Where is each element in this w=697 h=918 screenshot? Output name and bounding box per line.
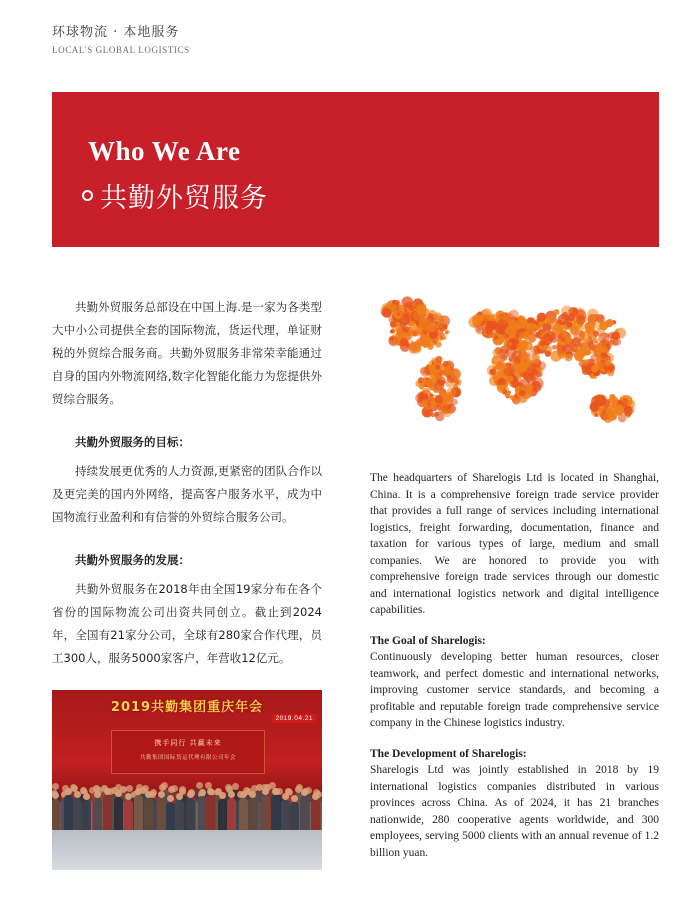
photo-date-label: 2019.04.21	[272, 714, 316, 723]
right-text-column	[370, 470, 659, 861]
photo-crowd	[52, 755, 322, 838]
right-development-heading: The Development of Sharelogis:	[370, 747, 527, 760]
banner-title-en: Who We Are	[88, 136, 241, 166]
world-map-graphic	[366, 292, 661, 452]
left-goal-heading: 共勤外贸服务的目标：	[75, 435, 190, 449]
photo-screen-line2: 共勤集团国际货运代理有限公司年会	[139, 755, 236, 761]
right-development-body: Sharelogis Ltd was jointly established in 2018 by 19 international logistics companies distributed in various provinces across China. As of 2024, it has 21 branches nationwide, 280 cooperative agents worldwide, and 300 employees, serving 5000 clients with an annual revenue of 1.2 billion yuan.	[370, 764, 659, 859]
photo-floor	[52, 830, 322, 870]
group-photo	[52, 690, 322, 870]
circle-bullet-icon	[82, 190, 93, 201]
banner-title-cn-wrap	[82, 176, 268, 215]
brand-name-en: LOCAL'S GLOBAL LOGISTICS	[52, 45, 190, 55]
left-development-body: 共勤外贸服务在2018年由全国19家分布在各个省份的国际物流公司出资共同创立。截止到2024年，全国有21家分公司，全球有280家合作代理，员工300人，服务5000家客户，年营收12亿元。	[52, 582, 322, 665]
page-header	[52, 24, 190, 57]
photo-banner-title: 2019共勤集团重庆年会	[110, 700, 264, 715]
right-intro-paragraph: The headquarters of Sharelogis Ltd is located in Shanghai, China. It is a comprehensive foreign trade service provider that provides a full range of services including international logistics, freight forwarding, documentation, finance and taxation for various types of large, medium and small companies. We are honored to provide you with comprehensive foreign trade services through our domestic and international logistics network and digital intelligence capabilities.	[370, 472, 659, 616]
left-development-heading: 共勤外贸服务的发展：	[75, 553, 190, 567]
left-text-column	[52, 296, 322, 670]
section-banner	[52, 92, 659, 247]
banner-title-cn: 共勤外贸服务	[100, 183, 268, 214]
brand-name-cn: 环球物流 · 本地服务	[52, 25, 180, 40]
world-map-dots-icon	[366, 292, 661, 452]
left-goal-body: 持续发展更优秀的人力资源,更紧密的团队合作以及更完美的国内外网络，提高客户服务水平，成为中国物流行业盈利和有信誉的外贸综合服务公司。	[52, 464, 322, 524]
right-goal-body: Continuously developing better human resources, closer teamwork, and perfect domestic and international networks, improving customer service standards, and becoming a profitable and reputable foreign trade comprehensive service company in the Chinese logistics industry.	[370, 651, 659, 729]
right-goal-heading: The Goal of Sharelogis:	[370, 634, 486, 647]
left-intro-paragraph: 共勤外贸服务总部设在中国上海.是一家为各类型大中小公司提供全套的国际物流，货运代理，单证财税的外贸综合服务商。共勤外贸服务非常荣幸能通过自身的国内外物流网络,数字化智能化能力为您提供外贸综合服务。	[52, 300, 322, 406]
photo-screen-line1: 携手同行 共赢未来	[154, 739, 222, 747]
